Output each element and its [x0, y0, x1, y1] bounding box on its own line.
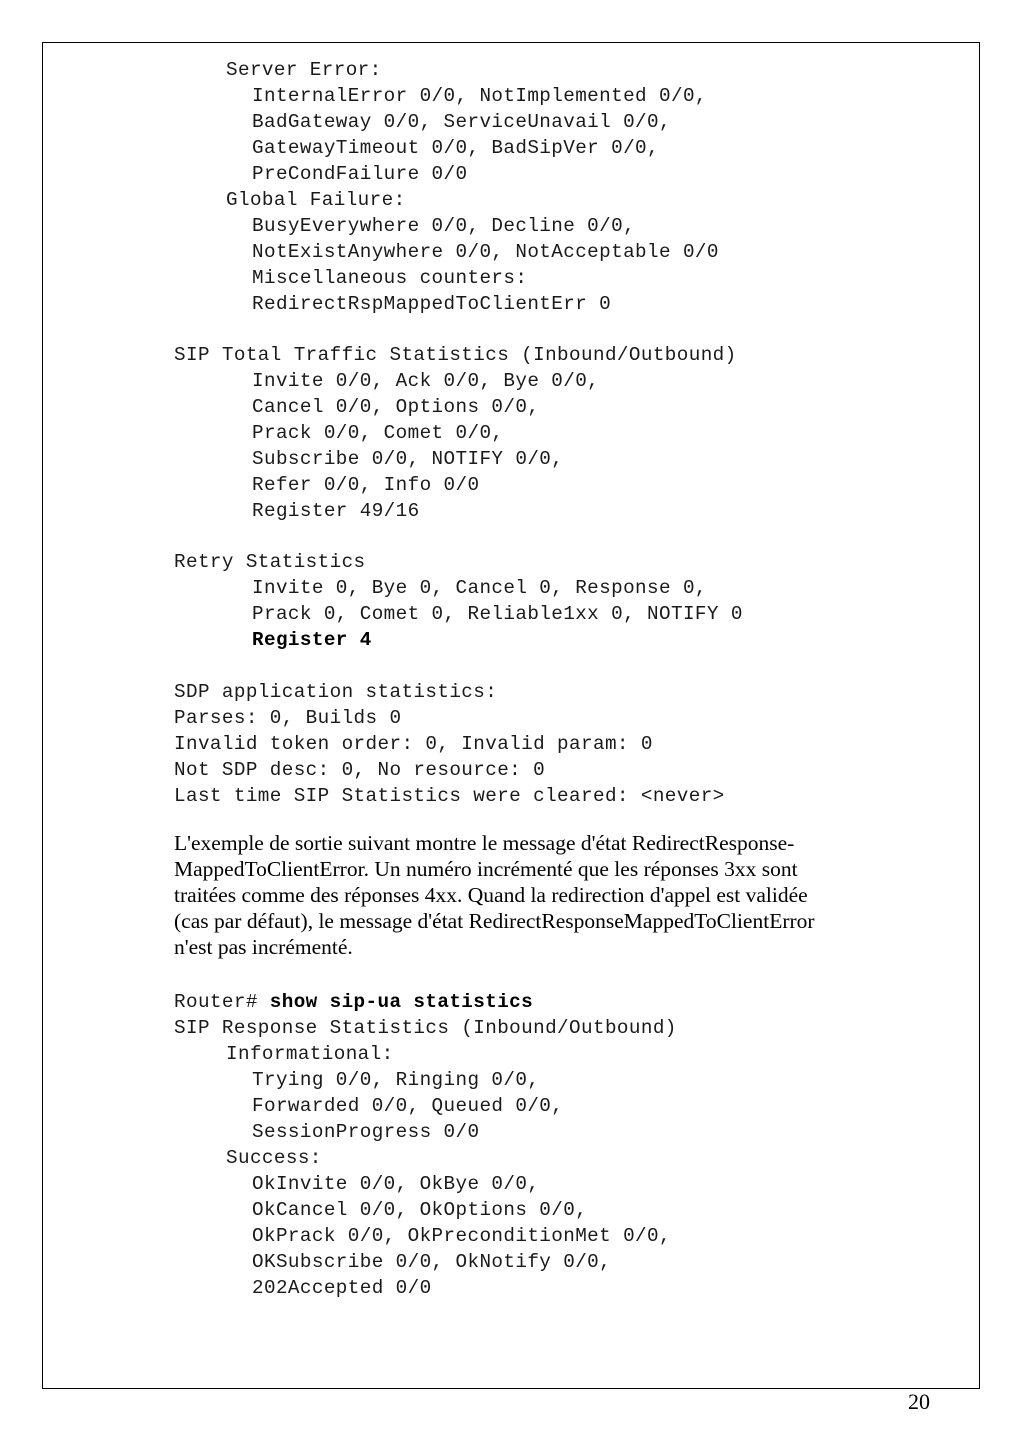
server-error-heading: Server Error:: [226, 59, 382, 81]
code-line: Invite 0, Bye 0, Cancel 0, Response 0,: [252, 577, 707, 599]
success-heading: Success:: [226, 1147, 322, 1169]
code-line: BusyEverywhere 0/0, Decline 0/0,: [252, 215, 636, 237]
code-line: SessionProgress 0/0: [252, 1121, 480, 1143]
code-line: Forwarded 0/0, Queued 0/0,: [252, 1095, 564, 1117]
code-line: OkInvite 0/0, OkBye 0/0,: [252, 1173, 540, 1195]
code-line: Last time SIP Statistics were cleared: <never>: [174, 785, 725, 807]
code-line: Prack 0/0, Comet 0/0,: [252, 422, 504, 444]
code-line: Prack 0, Comet 0, Reliable1xx 0, NOTIFY 0: [252, 603, 743, 625]
code-line: Refer 0/0, Info 0/0: [252, 474, 480, 496]
response-heading: SIP Response Statistics (Inbound/Outbound): [174, 1017, 677, 1039]
code-line: GatewayTimeout 0/0, BadSipVer 0/0,: [252, 137, 660, 159]
command-text: show sip-ua statistics: [269, 991, 534, 1013]
code-line: Subscribe 0/0, NOTIFY 0/0,: [252, 448, 564, 470]
code-line: Invalid token order: 0, Invalid param: 0: [174, 733, 653, 755]
total-traffic-heading: SIP Total Traffic Statistics (Inbound/Outbound): [174, 344, 737, 366]
router-prompt: Router#: [174, 991, 270, 1013]
code-line: BadGateway 0/0, ServiceUnavail 0/0,: [252, 111, 671, 133]
register-retry-bold: Register 4: [252, 629, 372, 651]
explanation-paragraph: [174, 830, 964, 960]
code-line: Cancel 0/0, Options 0/0,: [252, 396, 540, 418]
code-line: OKSubscribe 0/0, OkNotify 0/0,: [252, 1251, 612, 1273]
code-line: OkCancel 0/0, OkOptions 0/0,: [252, 1199, 588, 1221]
code-line: OkPrack 0/0, OkPreconditionMet 0/0,: [252, 1225, 671, 1247]
command-line: [174, 989, 533, 1015]
informational-heading: Informational:: [226, 1043, 394, 1065]
code-line: 202Accepted 0/0: [252, 1277, 432, 1299]
code-line: Invite 0/0, Ack 0/0, Bye 0/0,: [252, 370, 600, 392]
paragraph-line: L'exemple de sortie suivant montre le message d'état RedirectResponse-: [174, 831, 795, 855]
code-line: PreCondFailure 0/0: [252, 163, 468, 185]
paragraph-line: (cas par défaut), le message d'état RedirectResponseMappedToClientError: [174, 909, 815, 933]
code-line: NotExistAnywhere 0/0, NotAcceptable 0/0: [252, 241, 719, 263]
code-line: Miscellaneous counters:: [252, 267, 528, 289]
code-line: Not SDP desc: 0, No resource: 0: [174, 759, 546, 781]
code-line: Register 49/16: [252, 500, 420, 522]
paragraph-line: n'est pas incrémenté.: [174, 935, 353, 959]
paragraph-line: MappedToClientError. Un numéro incrémenté que les réponses 3xx sont: [174, 857, 798, 881]
page-number: 20: [908, 1389, 930, 1414]
code-line: InternalError 0/0, NotImplemented 0/0,: [252, 85, 707, 107]
retry-heading: Retry Statistics: [174, 551, 366, 573]
code-line: Trying 0/0, Ringing 0/0,: [252, 1069, 540, 1091]
code-line: Parses: 0, Builds 0: [174, 707, 402, 729]
code-line: SDP application statistics:: [174, 681, 498, 703]
global-failure-heading: Global Failure:: [226, 189, 406, 211]
code-line-bold: [252, 627, 372, 653]
paragraph-line: traitées comme des réponses 4xx. Quand la redirection d'appel est validée: [174, 883, 808, 907]
code-line: RedirectRspMappedToClientErr 0: [252, 293, 612, 315]
